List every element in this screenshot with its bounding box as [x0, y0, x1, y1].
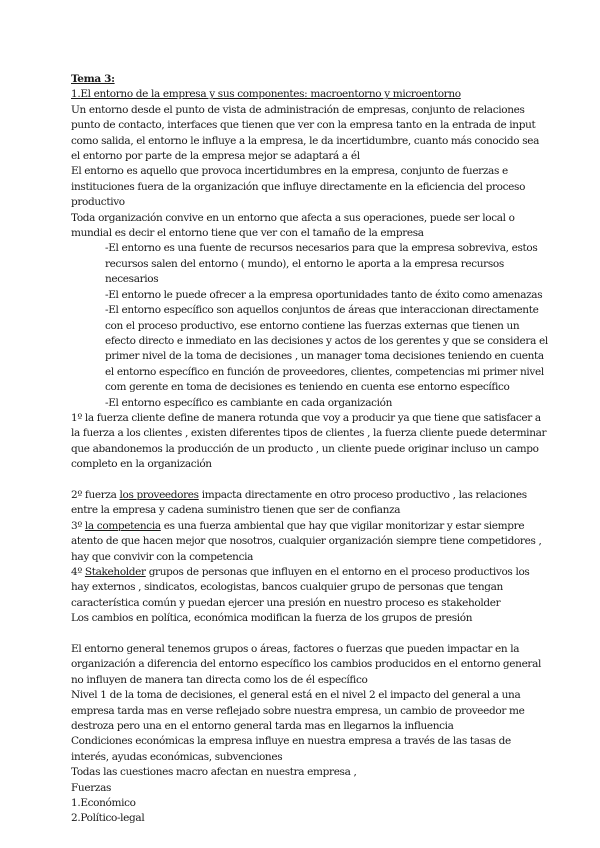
- document-body: [71, 72, 549, 827]
- paragraph-economic-conditions: Condiciones económicas la empresa influye en nuestra empresa a través de las tasas de interés, ayudas económicas, subvenciones: [71, 735, 511, 763]
- paragraph-macro-issues: Todas las cuestiones macro afectan en nuestra empresa ,: [71, 766, 357, 779]
- bullet-changing: -El entorno específico es cambiante en cada organización: [105, 396, 393, 409]
- term-stakeholder: Stakeholder: [84, 565, 146, 578]
- paragraph-uncertainty: El entorno es aquello que provoca incertidumbres en la empresa, conjunto de fuerzas e instituciones fuera de la organización que influye directamente en la eficiencia del proceso productivo: [71, 165, 526, 209]
- paragraph-policy-changes: Los cambios en política, económica modifican la fuerza de los grupos de presión: [71, 612, 473, 625]
- paragraph-force-competition: 3º la competencia es una fuerza ambiental que hay que vigilar monitorizar y estar siempre atento de que hacen mejor que nosotros, cualquier organización siempre tiene competidores , hay que convivir con la competencia: [71, 519, 542, 563]
- bullet-specific-environment: -El entorno específico son aquellos conjuntos de áreas que interaccionan directamente con el proceso productivo, ese entorno contiene las fuerzas externas que tienen un efecto directo e inmediato en las decisiones y actos de los gerentes y que se considera el primer nivel de la toma de decisiones , un manager toma decisiones teniendo en cuenta el entorno específico en función de proveedores, clientes, competencias mi primer nivel com gerente en toma de decisiones es teniendo en cuenta ese entorno específico: [105, 304, 548, 394]
- paragraph-force-client: 1º la fuerza cliente define de manera rotunda que voy a producir ya que tiene que satisfacer a la fuerza a los clientes , existen diferentes tipos de clientes , la fuerza cliente puede determinar que abandonemos la producción de un producto , un cliente puede originar incluso un campo completo en la organización: [71, 411, 547, 471]
- paragraph-force-stakeholder: 4º Stakeholder grupos de personas que influyen en el entorno en el proceso productivos los hay externos , sindicatos, ecologistas, bancos cualquier grupo de personas que tengan característica común y puedan ejercer una presión en nuestro proceso es stakeholder: [71, 565, 530, 609]
- paragraph-decision-levels: Nivel 1 de la toma de decisiones, el general está en el nivel 2 el impacto del general a una empresa tarda mas en verse reflejado sobre nuestra empresa, un cambio de proveedor me destroza pero una en el entorno general tarda mas en llegarnos la influencia: [71, 689, 525, 733]
- paragraph-definition: Un entorno desde el punto de vista de administración de empresas, conjunto de relaciones punto de contacto, interfaces que tienen que ver con la empresa tanto en la entrada de input como salida, el entorno le influye a la empresa, le da incertidumbre, cuanto más conocido sea el entorno por parte de la empresa mejor se adaptará a él: [71, 103, 540, 163]
- list-item-economic: 1.Económico: [71, 797, 136, 810]
- paragraph-organization: Toda organización convive en un entorno que afecta a sus operaciones, puede ser local o mundial es decir el entorno tiene que ver con el tamaño de la empresa: [71, 211, 515, 240]
- term-suppliers: los proveedores: [119, 488, 199, 501]
- bullet-resources: -El entorno es una fuente de recursos necesarios para que la empresa sobreviva, estos recursos salen del entorno ( mundo), el entorno le aporta a la empresa recursos necesarios: [105, 242, 538, 286]
- list-item-political-legal: 2.Político-legal: [71, 812, 145, 825]
- spacer: [71, 473, 549, 488]
- page-title: Tema 3:: [71, 73, 115, 85]
- spacer: [71, 627, 549, 642]
- paragraph-general-environment: El entorno general tenemos grupos o áreas, factores o fuerzas que pueden impactar en la organización a diferencia del entorno específico los cambios producidos en el entorno general no influyen de manera tan directa como los de él específico: [71, 643, 542, 686]
- term-competition: la competencia: [84, 519, 161, 532]
- section-heading: 1.El entorno de la empresa y sus componentes: macroentorno y microentorno: [71, 88, 461, 101]
- bullet-opportunities: -El entorno le puede ofrecer a la empresa oportunidades tanto de éxito como amenazas: [105, 288, 543, 301]
- forces-label: Fuerzas: [71, 781, 112, 794]
- paragraph-force-suppliers: 2º fuerza los proveedores impacta directamente en otro proceso productivo , las relaciones entre la empresa y cadena suministro tienen que ser de confianza: [71, 488, 527, 517]
